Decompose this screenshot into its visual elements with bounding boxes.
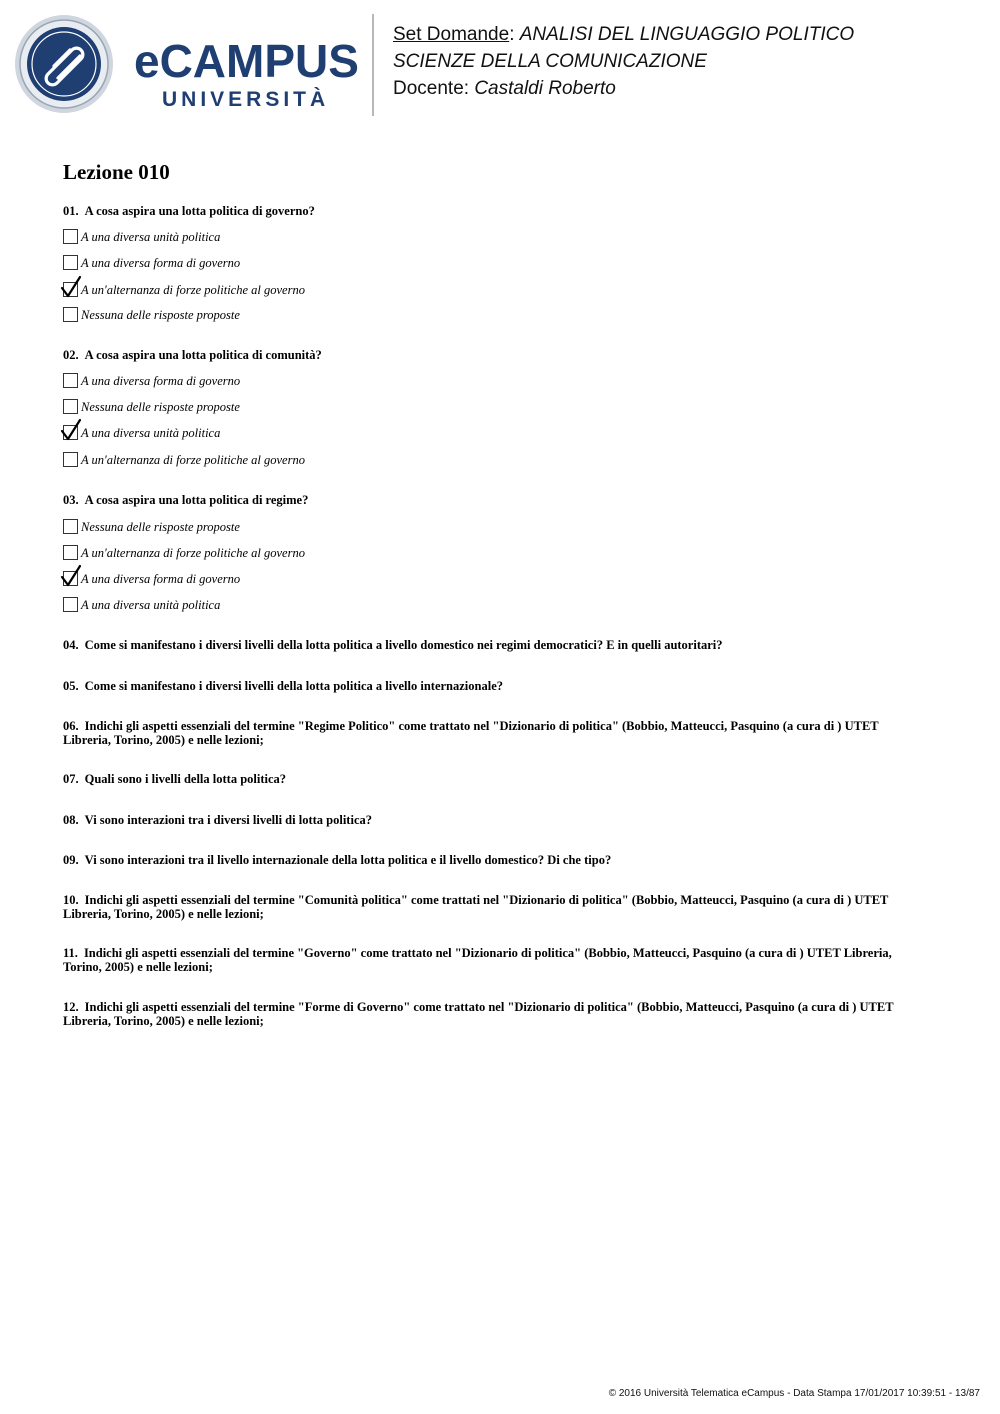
lesson-title: Lezione 010: [63, 160, 170, 184]
question-number: 11.: [63, 946, 78, 960]
set-label: Set Domande: [393, 24, 510, 45]
option-text: A una diversa unità politica: [81, 426, 221, 440]
question-12: [63, 1000, 913, 1028]
question-text: Indichi gli aspetti essenziali del termine "Comunità politica" come trattati nel "Dizionario di politica" (Bobbio, Matteucci, Pasquino (a cura di ) UTET Libreria, Torino, 2005) e nelle lezioni;: [63, 893, 889, 921]
question-09: [63, 853, 913, 867]
checkbox[interactable]: [63, 399, 78, 414]
question-text: Indichi gli aspetti essenziali del termine "Forme di Governo" come trattato nel "Dizionario di politica" (Bobbio, Matteucci, Pasquino (a cura di ) UTET Libreria, Torino, 2005) e nelle lezioni;: [63, 1000, 894, 1028]
ecampus-seal-logo: [14, 14, 114, 114]
option-text: Nessuna delle risposte proposte: [81, 400, 240, 414]
question-number: 12.: [63, 1000, 79, 1014]
page-footer: © 2016 Università Telematica eCampus - Data Stampa 17/01/2017 10:39:51 - 13/87: [608, 1388, 980, 1399]
option-text: Nessuna delle risposte proposte: [81, 520, 240, 534]
question-06: [63, 719, 913, 747]
question-05: [63, 679, 913, 693]
checkmark-icon: [59, 417, 83, 443]
question-text: Come si manifestano i diversi livelli della lotta politica a livello internazionale?: [84, 679, 503, 693]
question-04: [63, 638, 913, 652]
question-08: [63, 813, 913, 827]
checkbox[interactable]: [63, 519, 78, 534]
question-number: 02.: [63, 348, 79, 362]
question-text: A cosa aspira una lotta politica di regime?: [84, 493, 309, 507]
document-header: [0, 0, 1000, 130]
option-text: A un'alternanza di forze politiche al governo: [81, 453, 305, 467]
option-text: A una diversa forma di governo: [81, 374, 241, 388]
question-07: [63, 772, 913, 786]
option-text: A una diversa unità politica: [81, 230, 221, 244]
option-text: A una diversa unità politica: [81, 598, 221, 612]
question-11: [63, 946, 913, 974]
question-number: 09.: [63, 853, 79, 867]
checkbox[interactable]: [63, 229, 78, 244]
option-text: A un'alternanza di forze politiche al governo: [81, 546, 305, 560]
checkbox[interactable]: [63, 545, 78, 560]
question-10: [63, 893, 913, 921]
question-number: 08.: [63, 813, 79, 827]
checkmark-icon: [59, 563, 83, 589]
brand-subtitle: UNIVERSITÀ: [162, 88, 330, 111]
question-text: Indichi gli aspetti essenziali del termine "Regime Politico" come trattato nel "Dizionario di politica" (Bobbio, Matteucci, Pasquino (a cura di ) UTET Libreria, Torino, 2005) e nelle lezioni;: [63, 719, 879, 747]
question-number: 04.: [63, 638, 79, 652]
checkbox[interactable]: [63, 373, 78, 388]
checkbox[interactable]: [63, 255, 78, 270]
question-01: [63, 204, 913, 218]
option-text: A una diversa forma di governo: [81, 256, 241, 270]
set-separator: :: [509, 24, 515, 45]
program-line: [393, 51, 707, 73]
question-number: 03.: [63, 493, 79, 507]
checkbox[interactable]: [63, 597, 78, 612]
checkbox[interactable]: [63, 452, 78, 467]
question-text: A cosa aspira una lotta politica di comunità?: [84, 348, 322, 362]
teacher-line: [393, 78, 616, 100]
teacher-name: Castaldi Roberto: [474, 78, 616, 99]
option-text: A un'alternanza di forze politiche al governo: [81, 283, 305, 297]
brand-wordmark: [134, 35, 359, 111]
option-text: A una diversa forma di governo: [81, 572, 241, 586]
question-text: Vi sono interazioni tra il livello internazionale della lotta politica e il livello domestico? Di che tipo?: [84, 853, 612, 867]
course-program: SCIENZE DELLA COMUNICAZIONE: [393, 51, 707, 72]
question-text: Quali sono i livelli della lotta politica?: [84, 772, 287, 786]
brand-name: eCAMPUS: [134, 35, 359, 87]
course-title: ANALISI DEL LINGUAGGIO POLITICO: [519, 24, 855, 45]
header-divider: [372, 14, 374, 116]
option-text: Nessuna delle risposte proposte: [81, 308, 240, 322]
question-number: 10.: [63, 893, 79, 907]
teacher-label: Docente:: [393, 78, 470, 99]
question-text: Come si manifestano i diversi livelli della lotta politica a livello domestico nei regimi democratici? E in quelli autoritari?: [84, 638, 723, 652]
question-number: 05.: [63, 679, 79, 693]
question-02: [63, 348, 913, 362]
question-text: Indichi gli aspetti essenziali del termine "Governo" come trattato nel "Dizionario di politica" (Bobbio, Matteucci, Pasquino (a cura di ) UTET Libreria, Torino, 2005) e nelle lezioni;: [63, 946, 892, 974]
question-number: 06.: [63, 719, 79, 733]
checkmark-icon: [59, 274, 83, 300]
question-number: 07.: [63, 772, 79, 786]
checkbox[interactable]: [63, 307, 78, 322]
question-text: A cosa aspira una lotta politica di governo?: [84, 204, 315, 218]
question-text: Vi sono interazioni tra i diversi livelli di lotta politica?: [84, 813, 372, 827]
question-number: 01.: [63, 204, 79, 218]
question-03: [63, 493, 913, 507]
set-line: [393, 24, 854, 46]
